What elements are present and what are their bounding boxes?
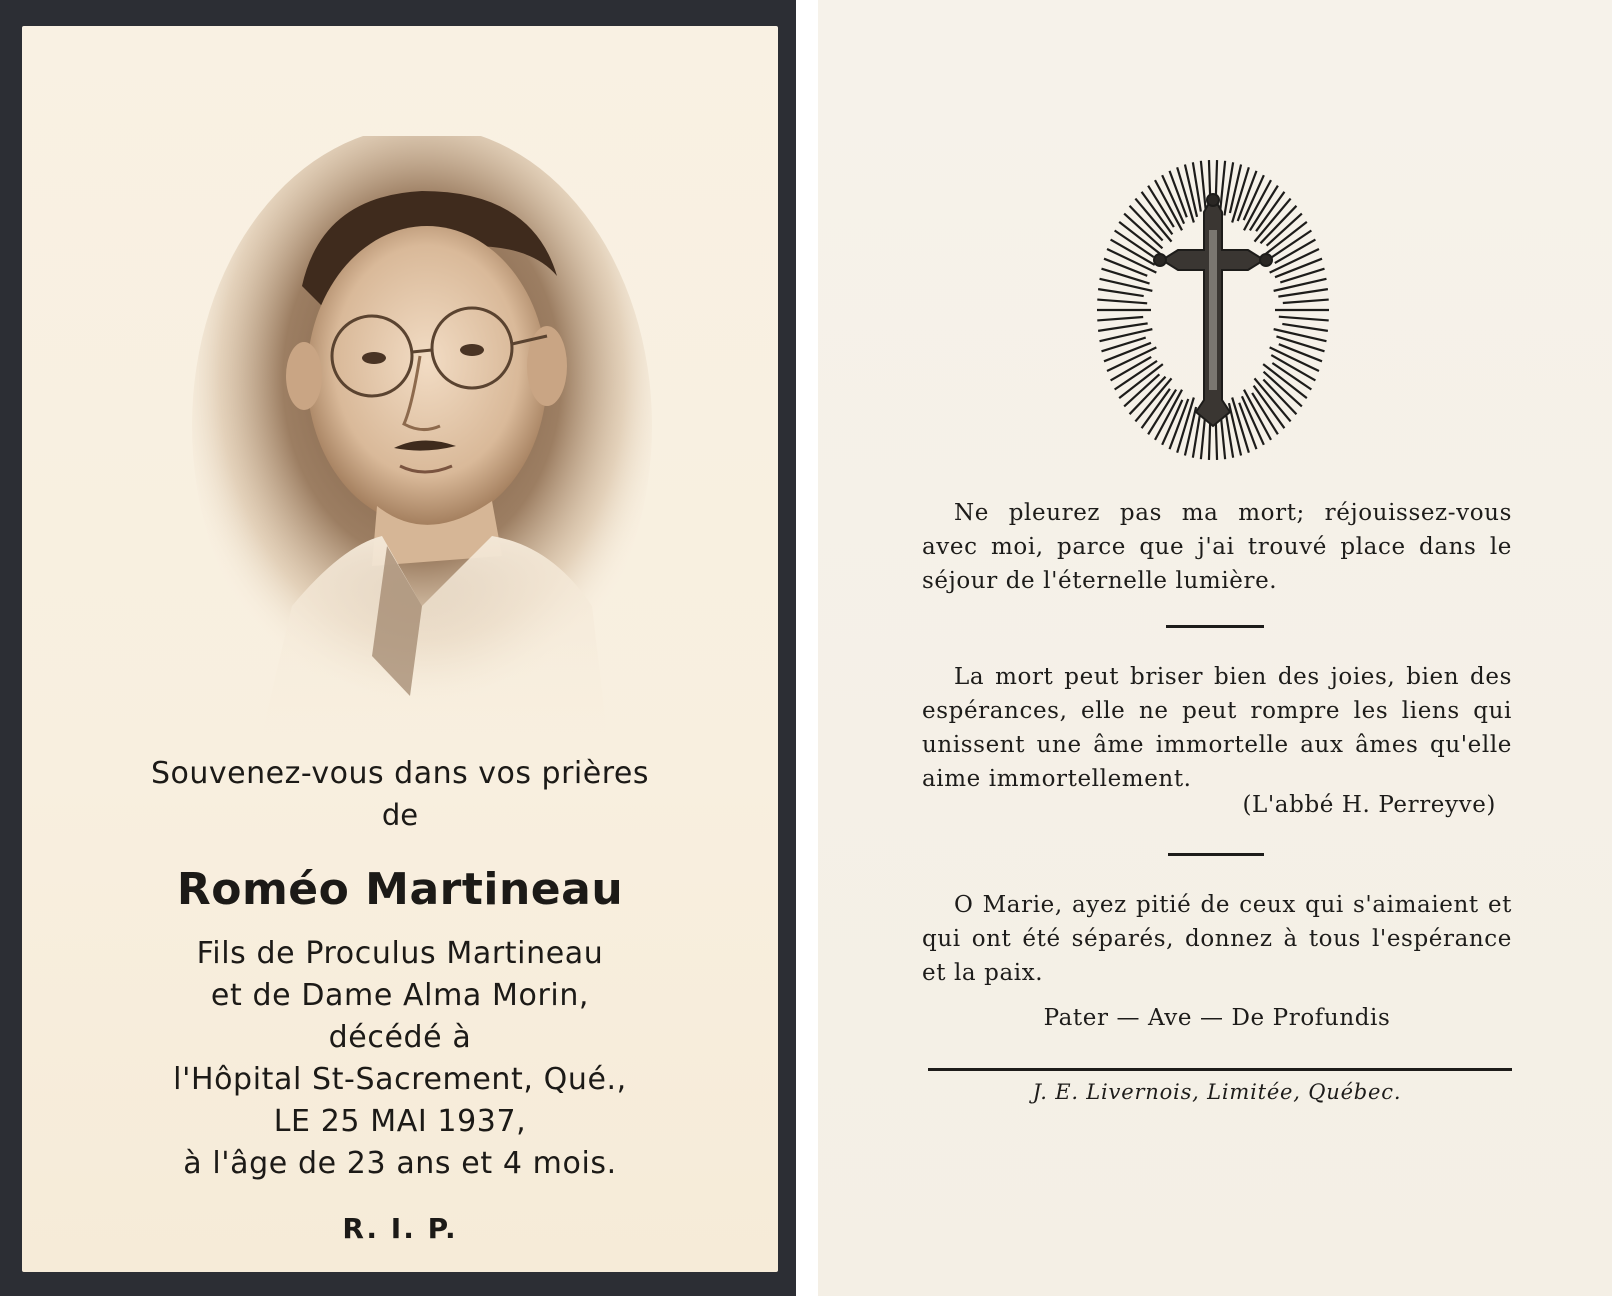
- quote-paragraph-2: La mort peut briser bien des joies, bien des espérances, elle ne peut rompre les liens qui unissent une âme immortelle aux âmes qu'elle aime immortellement.: [922, 664, 1512, 792]
- portrait-photo: [172, 136, 672, 776]
- emblem-ray: [1098, 323, 1148, 331]
- emblem-ray: [1282, 324, 1328, 331]
- prayer-paragraph: O Marie, ayez pitié de ceux qui s'aimaient et qui ont été séparés, donnez à tous l'espérance et la paix.: [922, 892, 1512, 986]
- emblem-ray: [1283, 300, 1329, 303]
- divider-2: [1168, 853, 1264, 856]
- cross-emblem-icon: [1088, 150, 1338, 470]
- emblem-ray: [1097, 317, 1143, 320]
- prayer-list: Pater — Ave — De Profundis: [1043, 1005, 1391, 1031]
- emblem-ray: [1104, 259, 1147, 276]
- emblem-ray: [1279, 317, 1329, 321]
- emblem-ray: [1098, 289, 1144, 296]
- bottom-rule: [928, 1068, 1512, 1071]
- front-card: [22, 26, 778, 1272]
- preposition: de: [381, 798, 419, 832]
- front-card-frame: [0, 0, 796, 1296]
- emblem-ray: [1097, 300, 1147, 304]
- printer-credit: J. E. Livernois, Limitée, Québec.: [1032, 1080, 1402, 1104]
- emblem-ray: [1278, 289, 1328, 297]
- emblem-ray: [1254, 378, 1290, 421]
- emblem-ray: [1104, 343, 1151, 361]
- age-line: à l'âge de 23 ans et 4 mois.: [183, 1146, 617, 1181]
- back-card: [818, 0, 1612, 1296]
- emblem-ray: [1135, 199, 1171, 242]
- quote-attribution: (L'abbé H. Perreyve): [1242, 792, 1496, 818]
- emblem-ray: [1100, 329, 1153, 341]
- emblem-ray: [1274, 279, 1327, 291]
- emblem-ray: [1135, 378, 1171, 421]
- date-line: LE 25 MAI 1937,: [273, 1104, 527, 1139]
- quote-paragraph-1: Ne pleurez pas ma mort; réjouissez-vous avec moi, parce que j'ai trouvé place dans le séjour de l'éternelle lumière.: [922, 500, 1512, 594]
- divider-1: [1166, 625, 1264, 628]
- place-line: l'Hôpital St-Sacrement, Qué.,: [173, 1062, 627, 1097]
- emblem-ray: [1100, 279, 1153, 291]
- emblem-ray: [1274, 329, 1327, 341]
- deceased-name: Roméo Martineau: [176, 864, 624, 915]
- parent-line-mother: et de Dame Alma Morin,: [210, 978, 590, 1013]
- emblem-ray: [1275, 259, 1322, 277]
- parent-line-father: Fils de Proculus Martineau: [196, 936, 604, 971]
- rip-text: R. I. P.: [342, 1212, 458, 1245]
- emblem-ray: [1279, 344, 1322, 361]
- remember-heading: Souvenez-vous dans vos prières: [151, 756, 649, 791]
- emblem-ray: [1254, 199, 1290, 242]
- death-line: décédé à: [328, 1020, 472, 1055]
